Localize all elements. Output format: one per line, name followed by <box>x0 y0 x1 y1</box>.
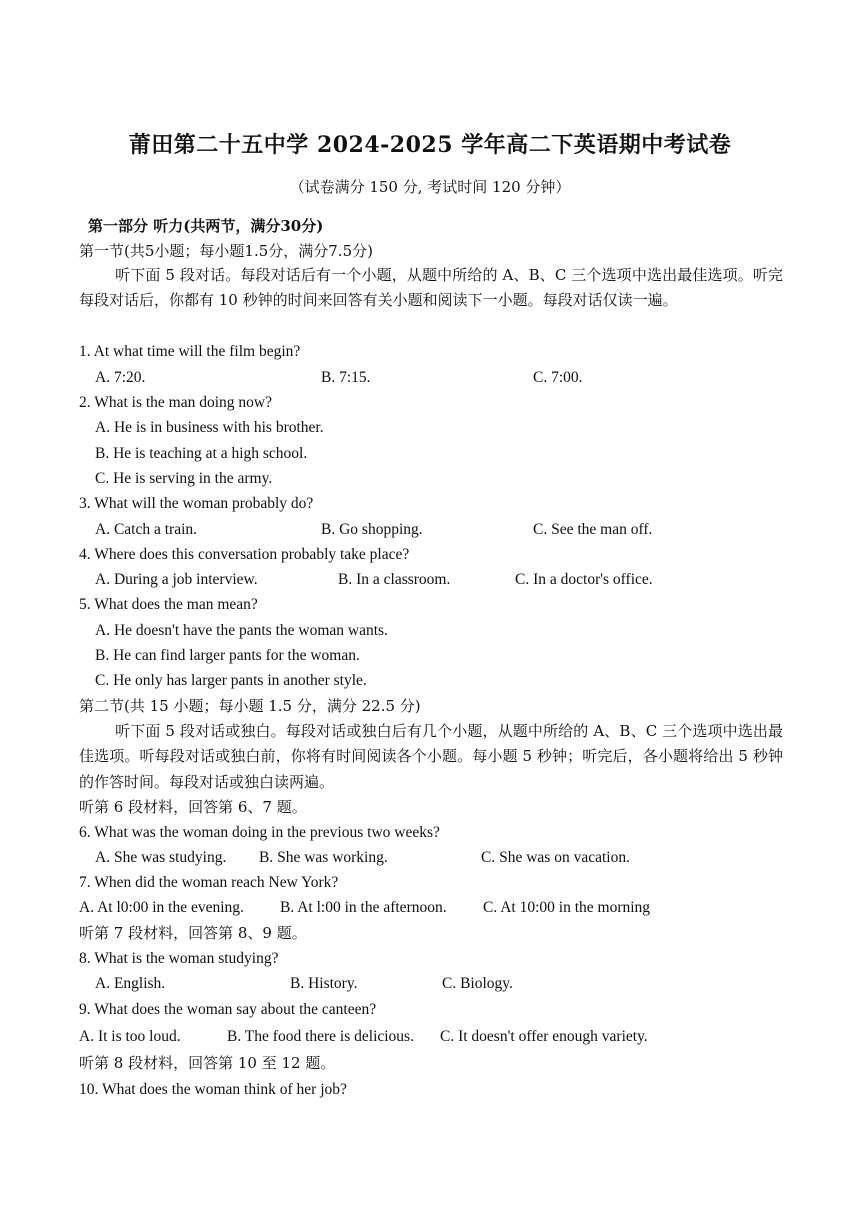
q8-option-a: A. English. <box>95 975 166 992</box>
q3-option-b: B. Go shopping. <box>321 521 423 538</box>
question-10: 10. What does the woman think of her job? <box>79 1081 347 1098</box>
q3-option-a: A. Catch a train. <box>95 521 198 538</box>
q2-option-c: C. He is serving in the army. <box>95 470 273 487</box>
q6-option-b: B. She was working. <box>259 849 388 866</box>
material-8-note: 听第 8 段材料，回答第 10 至 12 题。 <box>79 1054 336 1072</box>
section2-heading: 第二节(共 15 小题；每小题 1.5 分，满分 22.5 分) <box>79 697 421 715</box>
q4-option-c: C. In a doctor's office. <box>515 571 653 588</box>
q5-option-b: B. He can find larger pants for the woman. <box>95 647 360 664</box>
q9-option-c: C. It doesn't offer enough variety. <box>440 1028 648 1045</box>
part1-heading: 第一部分 听力(共两节，满分30分) <box>88 217 324 235</box>
q2-option-b: B. He is teaching at a high school. <box>95 445 308 462</box>
question-1: 1. At what time will the film begin? <box>79 343 301 360</box>
q1-option-b: B. 7:15. <box>321 369 371 386</box>
q9-option-b: B. The food there is delicious. <box>227 1028 414 1045</box>
q2-option-a: A. He is in business with his brother. <box>95 419 324 436</box>
page-title: 莆田第二十五中学 2024-2025 学年高二下英语期中考试卷 <box>128 132 732 158</box>
q5-option-a: A. He doesn't have the pants the woman wants. <box>95 622 388 639</box>
q1-option-c: C. 7:00. <box>533 369 583 386</box>
q6-option-c: C. She was on vacation. <box>481 849 630 866</box>
section1-heading: 第一节(共5小题；每小题1.5分，满分7.5分) <box>79 242 373 260</box>
q7-option-c: C. At 10:00 in the morning <box>483 899 651 916</box>
question-7: 7. When did the woman reach New York? <box>79 874 339 891</box>
section1-instructions: 听下面 5 段对话。每段对话后有一个小题，从题中所给的 A、B、C 三个选项中选出最佳选项。听完每段对话后，你都有 10 秒钟的时间来回答有关小题和阅读下一小题。每段对话仅读一遍。 <box>79 266 783 310</box>
q8-option-b: B. History. <box>290 975 358 992</box>
material-7-note: 听第 7 段材料，回答第 8、9 题。 <box>79 924 307 942</box>
q7-option-a: A. At l0:00 in the evening. <box>79 899 244 916</box>
q3-option-c: C. See the man off. <box>533 521 653 538</box>
material-6-note: 听第 6 段材料，回答第 6、7 题。 <box>79 798 307 816</box>
q8-option-c: C. Biology. <box>442 975 513 992</box>
question-8: 8. What is the woman studying? <box>79 950 279 967</box>
section2-instructions: 听下面 5 段对话或独白。每段对话或独白后有几个小题，从题中所给的 A、B、C 三个选项中选出最佳选项。听每段对话或独白前，你将有时间阅读各个小题。每小题 5 秒钟；听完后，各小题将给出 5 秒钟的作答时间。每段对话或独白读两遍。 <box>79 722 783 791</box>
question-9: 9. What does the woman say about the canteen? <box>79 1001 377 1018</box>
q9-option-a: A. It is too loud. <box>79 1028 181 1045</box>
q1-option-a: A. 7:20. <box>95 369 146 386</box>
question-2: 2. What is the man doing now? <box>79 394 273 411</box>
question-4: 4. Where does this conversation probably take place? <box>79 546 410 563</box>
q4-option-a: A. During a job interview. <box>95 571 258 588</box>
q5-option-c: C. He only has larger pants in another style. <box>95 672 367 689</box>
q7-option-b: B. At l:00 in the afternoon. <box>280 899 447 916</box>
question-6: 6. What was the woman doing in the previous two weeks? <box>79 824 440 841</box>
question-5: 5. What does the man mean? <box>79 596 258 613</box>
q6-option-a: A. She was studying. <box>95 849 227 866</box>
page-subtitle: （试卷满分 150 分, 考试时间 120 分钟） <box>289 178 571 196</box>
q4-option-b: B. In a classroom. <box>338 571 451 588</box>
question-3: 3. What will the woman probably do? <box>79 495 314 512</box>
